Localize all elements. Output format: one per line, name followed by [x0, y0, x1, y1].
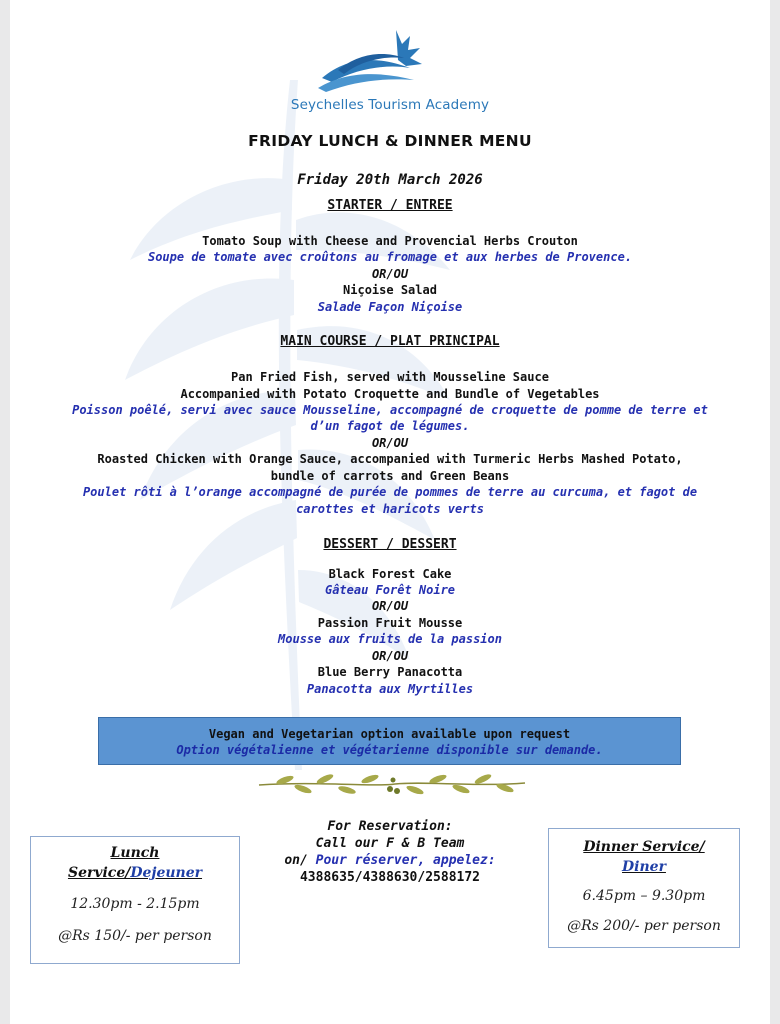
main-or: OR/OU	[371, 436, 409, 450]
starter-2-fr: Salade Façon Niçoise	[317, 300, 463, 314]
dessert-or-1: OR/OU	[371, 599, 409, 613]
menu-title: FRIDAY LUNCH & DINNER MENU	[248, 132, 532, 150]
main-1-en-line2: Accompanied with Potato Croquette and Bundle of Vegetables	[180, 387, 600, 401]
reservation-phones[interactable]: 4388635/4388630/2588172	[299, 870, 480, 885]
academy-name: Seychelles Tourism Academy	[290, 97, 490, 113]
dessert-1-fr: Gâteau Forêt Noire	[324, 583, 456, 597]
starter-1-en: Tomato Soup with Cheese and Provencial Herbs Crouton	[202, 234, 578, 248]
academy-logo	[318, 26, 438, 96]
lunch-service-box	[30, 836, 240, 964]
olive-branch-ornament	[255, 771, 530, 797]
dessert-or-2: OR/OU	[371, 649, 409, 663]
lunch-title-line1: Lunch	[110, 845, 160, 861]
dessert-2-fr: Mousse aux fruits de la passion	[278, 632, 502, 646]
reservation-on: on/	[284, 853, 308, 868]
vegan-banner	[98, 717, 681, 765]
dinner-title-line2	[549, 857, 739, 877]
dessert-3-fr: Panacotta aux Myrtilles	[306, 682, 474, 696]
vegan-banner-fr: Option végétalienne et végétarienne disponible sur demande.	[176, 743, 603, 757]
main-2-fr-line1: Poulet rôti à l’orange accompagné de purée de pommes de terre au curcuma, et fagot de	[82, 485, 698, 499]
main-heading: MAIN COURSE / PLAT PRINCIPAL	[280, 334, 500, 349]
dinner-title-line1: Dinner Service/	[583, 839, 705, 855]
starter-or: OR/OU	[371, 267, 409, 281]
dinner-price: @Rs 200/- per person	[567, 918, 721, 934]
starter-2-en: Niçoise Salad	[343, 283, 437, 297]
main-1-fr-line1: Poisson poêlé, servi avec sauce Mousseline, accompagné de croquette de pomme de terre et	[72, 403, 708, 417]
dessert-2-en: Passion Fruit Mousse	[317, 616, 463, 630]
vegan-banner-en: Vegan and Vegetarian option available upon request	[208, 727, 571, 741]
lunch-price: @Rs 150/- per person	[58, 928, 212, 944]
dessert-1-en: Black Forest Cake	[328, 567, 452, 581]
lunch-title-dejeuner: Dejeuner	[130, 865, 203, 881]
dinner-time: 6.45pm – 9.30pm	[582, 888, 706, 904]
reservation-line3	[240, 852, 540, 869]
reservation-line2: Call our F & B Team	[315, 836, 465, 851]
reservation-line1: For Reservation:	[327, 819, 453, 834]
lunch-time: 12.30pm - 2.15pm	[70, 896, 200, 912]
starter-1-fr: Soupe de tomate avec croûtons au fromage et aux herbes de Provence.	[147, 250, 633, 264]
dinner-service-box	[548, 828, 740, 948]
reservation-fr: Pour réserver, appelez:	[307, 853, 496, 868]
starter-heading: STARTER / ENTREE	[327, 198, 453, 213]
main-2-fr-line2: carottes et haricots verts	[296, 502, 484, 516]
dinner-title-diner: Diner	[622, 859, 666, 875]
main-2-en-line1: Roasted Chicken with Orange Sauce, accompanied with Turmeric Herbs Mashed Potato,	[97, 452, 683, 466]
lunch-title-line2	[31, 863, 239, 883]
main-1-fr-line2: d’un fagot de légumes.	[310, 419, 470, 433]
dessert-3-en: Blue Berry Panacotta	[317, 665, 463, 679]
dessert-heading: DESSERT / DESSERT	[323, 537, 457, 552]
lunch-title-service: Service/	[67, 865, 131, 881]
main-1-en-line1: Pan Fried Fish, served with Mousseline Sauce	[231, 370, 549, 384]
main-2-en-line2: bundle of carrots and Green Beans	[270, 469, 510, 483]
reservation-block	[240, 818, 540, 886]
menu-date: Friday 20th March 2026	[297, 172, 483, 188]
